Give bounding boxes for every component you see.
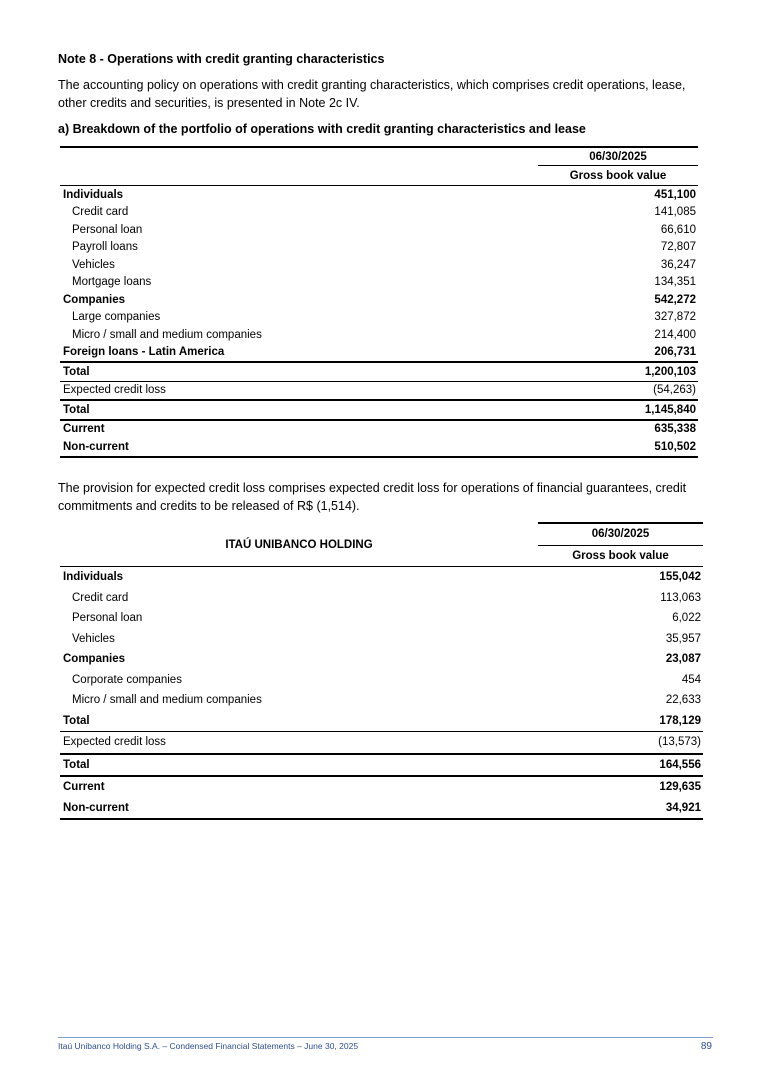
- table-row: [60, 711, 703, 732]
- table-row: [60, 381, 698, 400]
- section-a-title: a) Breakdown of the portfolio of operations with credit granting characteristics and lease: [58, 122, 586, 136]
- row-value: 635,338: [538, 420, 698, 439]
- table-row: [60, 649, 703, 670]
- table-row: [60, 608, 703, 629]
- row-value: 542,272: [654, 293, 696, 306]
- table-row: [60, 344, 698, 363]
- table-row: [60, 239, 698, 257]
- row-label: Current: [60, 776, 538, 798]
- table-row: [60, 204, 698, 222]
- row-label: Personal loan: [72, 223, 143, 236]
- table-row: [60, 670, 703, 691]
- table-row: [60, 754, 703, 777]
- table-row: [60, 567, 703, 588]
- row-label: Personal loan: [72, 612, 143, 625]
- row-value: 164,556: [538, 754, 703, 777]
- table-row: [60, 309, 698, 327]
- row-label: Total: [60, 362, 538, 381]
- table-row: [60, 362, 698, 381]
- row-value: 23,087: [665, 653, 701, 666]
- row-value: 327,872: [654, 311, 696, 324]
- row-value: 1,200,103: [538, 362, 698, 381]
- row-label: Vehicles: [72, 258, 115, 271]
- portfolio-breakdown-table: [60, 146, 698, 458]
- row-value: 113,063: [660, 591, 701, 604]
- holding-portfolio-table: [60, 522, 703, 820]
- table-row: [60, 629, 703, 650]
- row-value: 1,145,840: [538, 400, 698, 420]
- row-value: 178,129: [659, 714, 701, 727]
- footer-caption: Itaú Unibanco Holding S.A. – Condensed Financial Statements – June 30, 2025: [58, 1041, 359, 1051]
- row-value: 155,042: [659, 571, 701, 584]
- row-value: 510,502: [538, 438, 698, 457]
- row-value: 36,247: [660, 258, 696, 271]
- row-label: Companies: [63, 653, 125, 666]
- gross-book-value-header: Gross book value: [538, 166, 698, 186]
- table-header-row: [60, 166, 698, 186]
- table-row: [60, 274, 698, 292]
- footer-divider: [58, 1037, 713, 1038]
- row-label: Micro / small and medium companies: [72, 694, 262, 707]
- row-label: Expected credit loss: [60, 381, 538, 400]
- row-value: 134,351: [654, 276, 696, 289]
- row-label: Expected credit loss: [60, 732, 538, 754]
- row-value: 66,610: [660, 223, 696, 236]
- row-label: Foreign loans - Latin America: [63, 346, 225, 359]
- row-value: 35,957: [665, 632, 701, 645]
- note-title: Note 8 - Operations with credit granting characteristics: [58, 52, 385, 66]
- row-value: (13,573): [538, 732, 703, 754]
- row-value: 214,400: [654, 328, 696, 341]
- table-header-row: [60, 147, 698, 166]
- row-label: Corporate companies: [72, 673, 182, 686]
- table-row: [60, 732, 703, 754]
- row-value: 206,731: [654, 346, 696, 359]
- table-row: [60, 588, 703, 609]
- row-label: Credit card: [72, 591, 129, 604]
- table-row: [60, 221, 698, 239]
- row-value: 72,807: [660, 241, 696, 254]
- row-label: Total: [60, 400, 538, 420]
- row-value: 22,633: [665, 694, 701, 707]
- row-value: (54,263): [538, 381, 698, 400]
- table-row: [60, 186, 698, 204]
- provision-paragraph: The provision for expected credit loss comprises expected credit loss for operations of financial guarantees, credit commitments and credits to be released of R$ (1,514).: [58, 481, 687, 513]
- table-row: [60, 776, 703, 798]
- row-label: Companies: [63, 293, 125, 306]
- table-row: [60, 438, 698, 457]
- row-label: Non-current: [60, 798, 538, 820]
- row-label: Mortgage loans: [72, 276, 152, 289]
- row-value: 141,085: [654, 206, 696, 219]
- row-label: Micro / small and medium companies: [72, 328, 262, 341]
- row-label: Total: [60, 754, 538, 777]
- row-label: Payroll loans: [72, 241, 138, 254]
- row-label: Current: [60, 420, 538, 439]
- table-row: [60, 420, 698, 439]
- row-value: 454: [681, 673, 701, 686]
- row-label: Individuals: [63, 188, 124, 201]
- table-row: [60, 690, 703, 711]
- table-row: [60, 326, 698, 344]
- row-label: Vehicles: [72, 632, 115, 645]
- entity-header: ITAÚ UNIBANCO HOLDING: [60, 523, 538, 567]
- row-label: Non-current: [60, 438, 538, 457]
- page-number: 89: [700, 1041, 712, 1052]
- date-header: 06/30/2025: [538, 523, 703, 545]
- table-row: [60, 798, 703, 820]
- row-value: 6,022: [672, 612, 701, 625]
- table-header-row: [60, 523, 703, 545]
- gross-book-value-header: Gross book value: [538, 545, 703, 567]
- intro-paragraph: The accounting policy on operations with credit granting characteristics, which comprises credit operations, lease, other credits and securities, is presented in Note 2c IV.: [58, 78, 686, 110]
- row-value: 34,921: [538, 798, 703, 820]
- table-row: [60, 400, 698, 420]
- row-label: Credit card: [72, 206, 129, 219]
- table-row: [60, 256, 698, 274]
- row-label: Total: [63, 714, 90, 727]
- row-label: Individuals: [63, 571, 124, 584]
- table-row: [60, 291, 698, 309]
- row-label: Large companies: [72, 311, 161, 324]
- date-header: 06/30/2025: [538, 147, 698, 166]
- row-value: 451,100: [654, 188, 696, 201]
- row-value: 129,635: [538, 776, 703, 798]
